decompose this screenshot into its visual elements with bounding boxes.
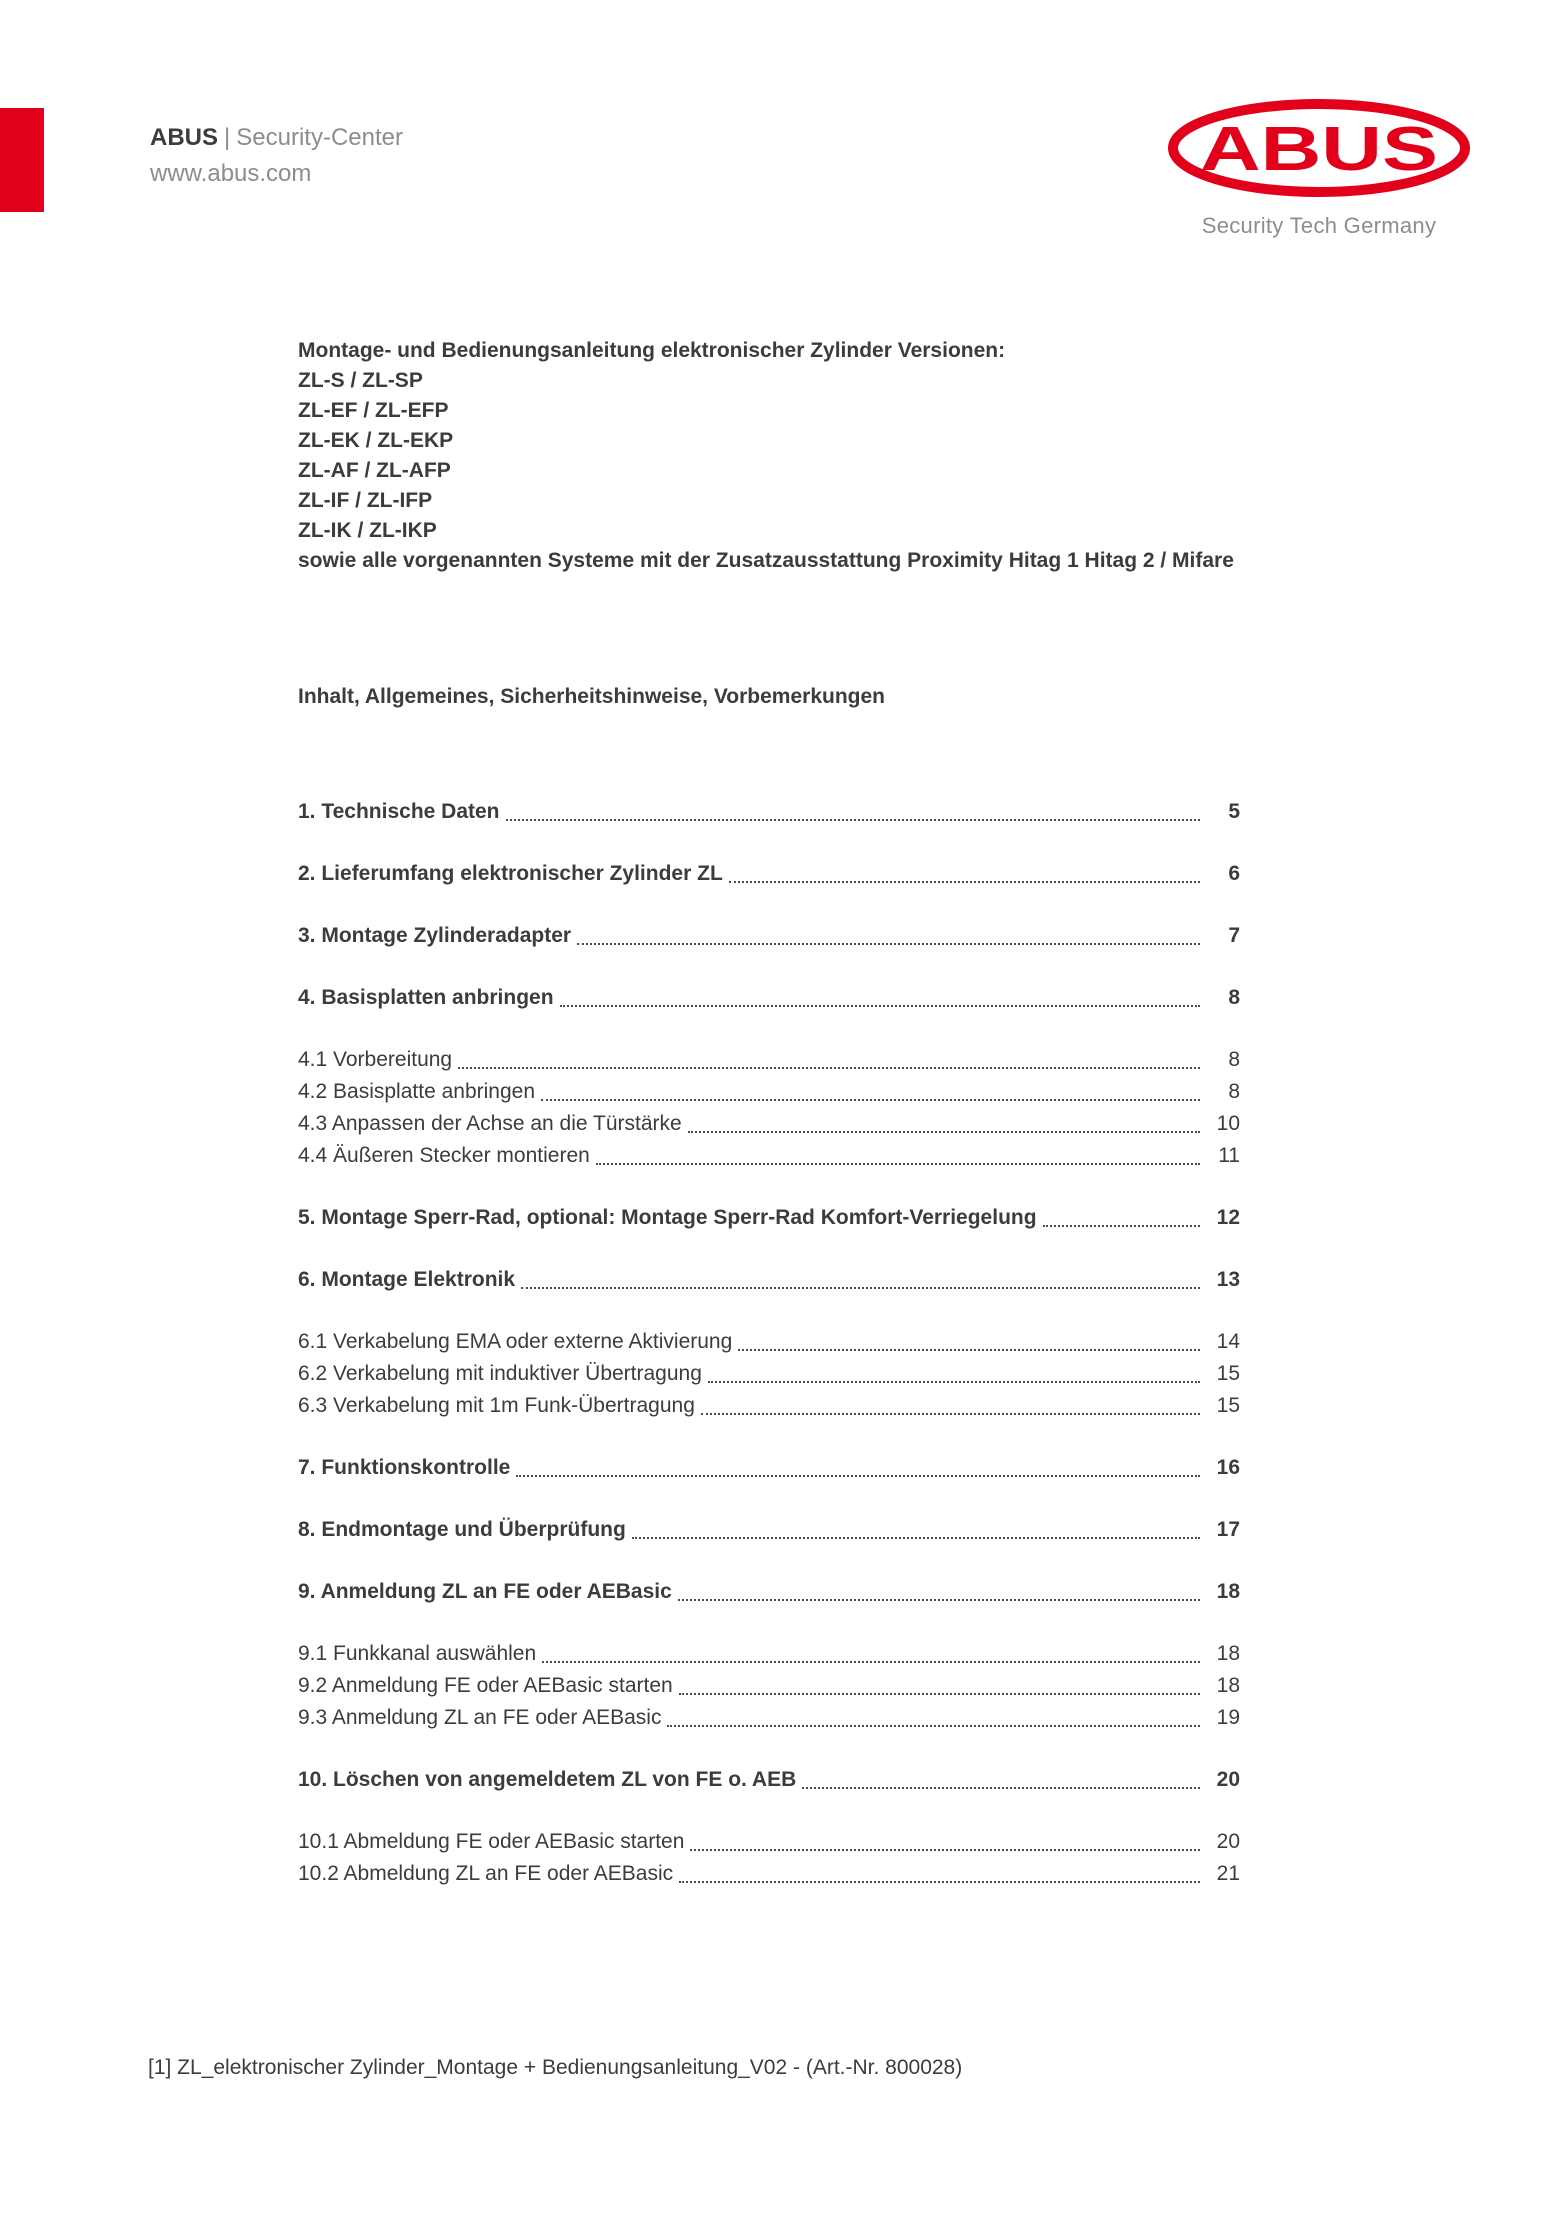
toc-leader-dots [708,1381,1200,1383]
toc-list [298,712,1240,1890]
toc-entry [298,1576,1240,1608]
version-list [298,366,1240,546]
brand-name: ABUS [150,124,219,151]
toc-leader-dots [506,819,1200,821]
toc-leader-dots [632,1537,1200,1539]
toc-entry [298,982,1240,1014]
toc-page-number: 18 [1216,1642,1240,1665]
toc-page-number: 18 [1216,1580,1240,1603]
page-body [298,336,1240,1890]
toc-entry-label: 9.3 Anmeldung ZL an FE oder AEBasic [298,1706,662,1729]
toc-entry [298,1076,1240,1108]
toc-page-number: 6 [1228,862,1240,885]
toc-entry [298,1826,1240,1858]
toc-entry-label: 4.1 Vorbereitung [298,1048,453,1071]
toc-entry-label: 7. Funktionskontrolle [298,1456,511,1479]
toc-leader-dots [701,1413,1200,1415]
toc-leader-dots [802,1787,1200,1789]
toc-leader-dots [541,1099,1200,1101]
toc-page-number: 8 [1228,1048,1240,1071]
toc-entry-label: 10.1 Abmeldung FE oder AEBasic starten [298,1830,685,1853]
brand-red-square [0,108,44,212]
toc-leader-dots [679,1693,1200,1695]
toc-entry-label: 8. Endmontage und Überprüfung [298,1518,626,1541]
toc-entry-label: 4. Basisplatten anbringen [298,986,554,1009]
toc-heading: Inhalt, Allgemeines, Sicherheitshinweise, Vorbemerkungen [298,685,885,708]
toc-entry [298,1858,1240,1890]
toc-entry [298,1140,1240,1172]
toc-page-number: 19 [1216,1706,1240,1729]
toc-entry [298,1326,1240,1358]
toc-page-number: 18 [1216,1674,1240,1697]
version-line: ZL-EK / ZL-EKP [298,429,454,452]
toc-entry-label: 3. Montage Zylinderadapter [298,924,572,947]
toc-entry [298,1108,1240,1140]
toc-entry-label: 10. Löschen von angemeldetem ZL von FE o. AEB [298,1768,797,1791]
version-line: ZL-EF / ZL-EFP [298,399,449,422]
toc-entry-label: 9.1 Funkkanal auswählen [298,1642,537,1665]
toc-page-number: 7 [1228,924,1240,947]
toc-entry [298,1670,1240,1702]
toc-leader-dots [679,1881,1200,1883]
version-line: ZL-AF / ZL-AFP [298,459,451,482]
brand-website: www.abus.com [150,160,312,187]
toc-page-number: 11 [1218,1144,1240,1167]
toc-entry-label: 9.2 Anmeldung FE oder AEBasic starten [298,1674,673,1697]
abus-logo-icon [1166,98,1472,198]
toc-page-number: 20 [1216,1768,1240,1791]
toc-leader-dots [542,1661,1200,1663]
toc-entry-label: 5. Montage Sperr-Rad, optional: Montage Sperr-Rad Komfort-Verriegelung [298,1206,1037,1229]
toc-page-number: 16 [1216,1456,1240,1479]
toc-entry-label: 4.2 Basisplatte anbringen [298,1080,535,1103]
toc-leader-dots [521,1287,1200,1289]
toc-page-number: 8 [1228,1080,1240,1103]
toc-entry-label: 4.4 Äußeren Stecker montieren [298,1144,590,1167]
brand-header [150,122,403,154]
toc-leader-dots [577,943,1200,945]
toc-leader-dots [738,1349,1200,1351]
toc-entry-label: 4.3 Anpassen der Achse an die Türstärke [298,1112,682,1135]
toc-entry-label: 6.1 Verkabelung EMA oder externe Aktivierung [298,1330,733,1353]
toc-entry [298,1764,1240,1796]
version-line: ZL-IF / ZL-IFP [298,489,433,512]
toc-page-number: 10 [1216,1112,1240,1135]
toc-entry [298,1702,1240,1734]
footer-text: [1] ZL_elektronischer Zylinder_Montage + Bedienungsanleitung_V02 - (Art.-Nr. 800028) [148,2056,963,2079]
toc-entry [298,1264,1240,1296]
version-line: ZL-IK / ZL-IKP [298,519,437,542]
toc-page-number: 14 [1216,1330,1240,1353]
toc-entry [298,1452,1240,1484]
toc-page-number: 15 [1216,1394,1240,1417]
toc-leader-dots [1043,1225,1200,1227]
abus-logo-text: ABUS [1200,115,1438,184]
logo-subtitle: Security Tech Germany [1201,213,1437,238]
toc-entry [298,920,1240,952]
brand-separator: | [224,124,231,151]
toc-page-number: 21 [1216,1862,1240,1885]
toc-entry-label: 10.2 Abmeldung ZL an FE oder AEBasic [298,1862,674,1885]
toc-page-number: 17 [1216,1518,1240,1541]
toc-leader-dots [667,1725,1200,1727]
toc-leader-dots [688,1131,1200,1133]
toc-page-number: 15 [1216,1362,1240,1385]
toc-entry-label: 6.3 Verkabelung mit 1m Funk-Übertragung [298,1394,695,1417]
intro-title: Montage- und Bedienungsanleitung elektronischer Zylinder Versionen: [298,339,1006,362]
intro-note: sowie alle vorgenannten Systeme mit der Zusatzausstattung Proximity Hitag 1 Hitag 2 / Mifare [298,549,1234,572]
toc-page-number: 12 [1216,1206,1240,1229]
toc-page-number: 8 [1228,986,1240,1009]
toc-entry-label: 9. Anmeldung ZL an FE oder AEBasic [298,1580,672,1603]
toc-page-number: 13 [1216,1268,1240,1291]
version-line: ZL-S / ZL-SP [298,369,423,392]
toc-entry [298,1202,1240,1234]
abus-logo [1166,98,1472,239]
toc-entry [298,1514,1240,1546]
toc-page-number: 20 [1216,1830,1240,1853]
toc-entry-label: 6. Montage Elektronik [298,1268,516,1291]
toc-entry-label: 1. Technische Daten [298,800,500,823]
toc-leader-dots [729,881,1200,883]
toc-entry [298,1044,1240,1076]
toc-entry [298,858,1240,890]
toc-leader-dots [596,1163,1200,1165]
toc-leader-dots [678,1599,1200,1601]
toc-entry [298,1390,1240,1422]
toc-leader-dots [458,1067,1200,1069]
toc-entry-label: 6.2 Verkabelung mit induktiver Übertragung [298,1362,702,1385]
toc-leader-dots [516,1475,1200,1477]
brand-tagline: Security-Center [236,124,403,151]
toc-entry [298,1638,1240,1670]
toc-leader-dots [560,1005,1200,1007]
toc-entry [298,796,1240,828]
toc-page-number: 5 [1228,800,1240,823]
toc-entry-label: 2. Lieferumfang elektronischer Zylinder ZL [298,862,723,885]
toc-entry [298,1358,1240,1390]
toc-leader-dots [690,1849,1200,1851]
